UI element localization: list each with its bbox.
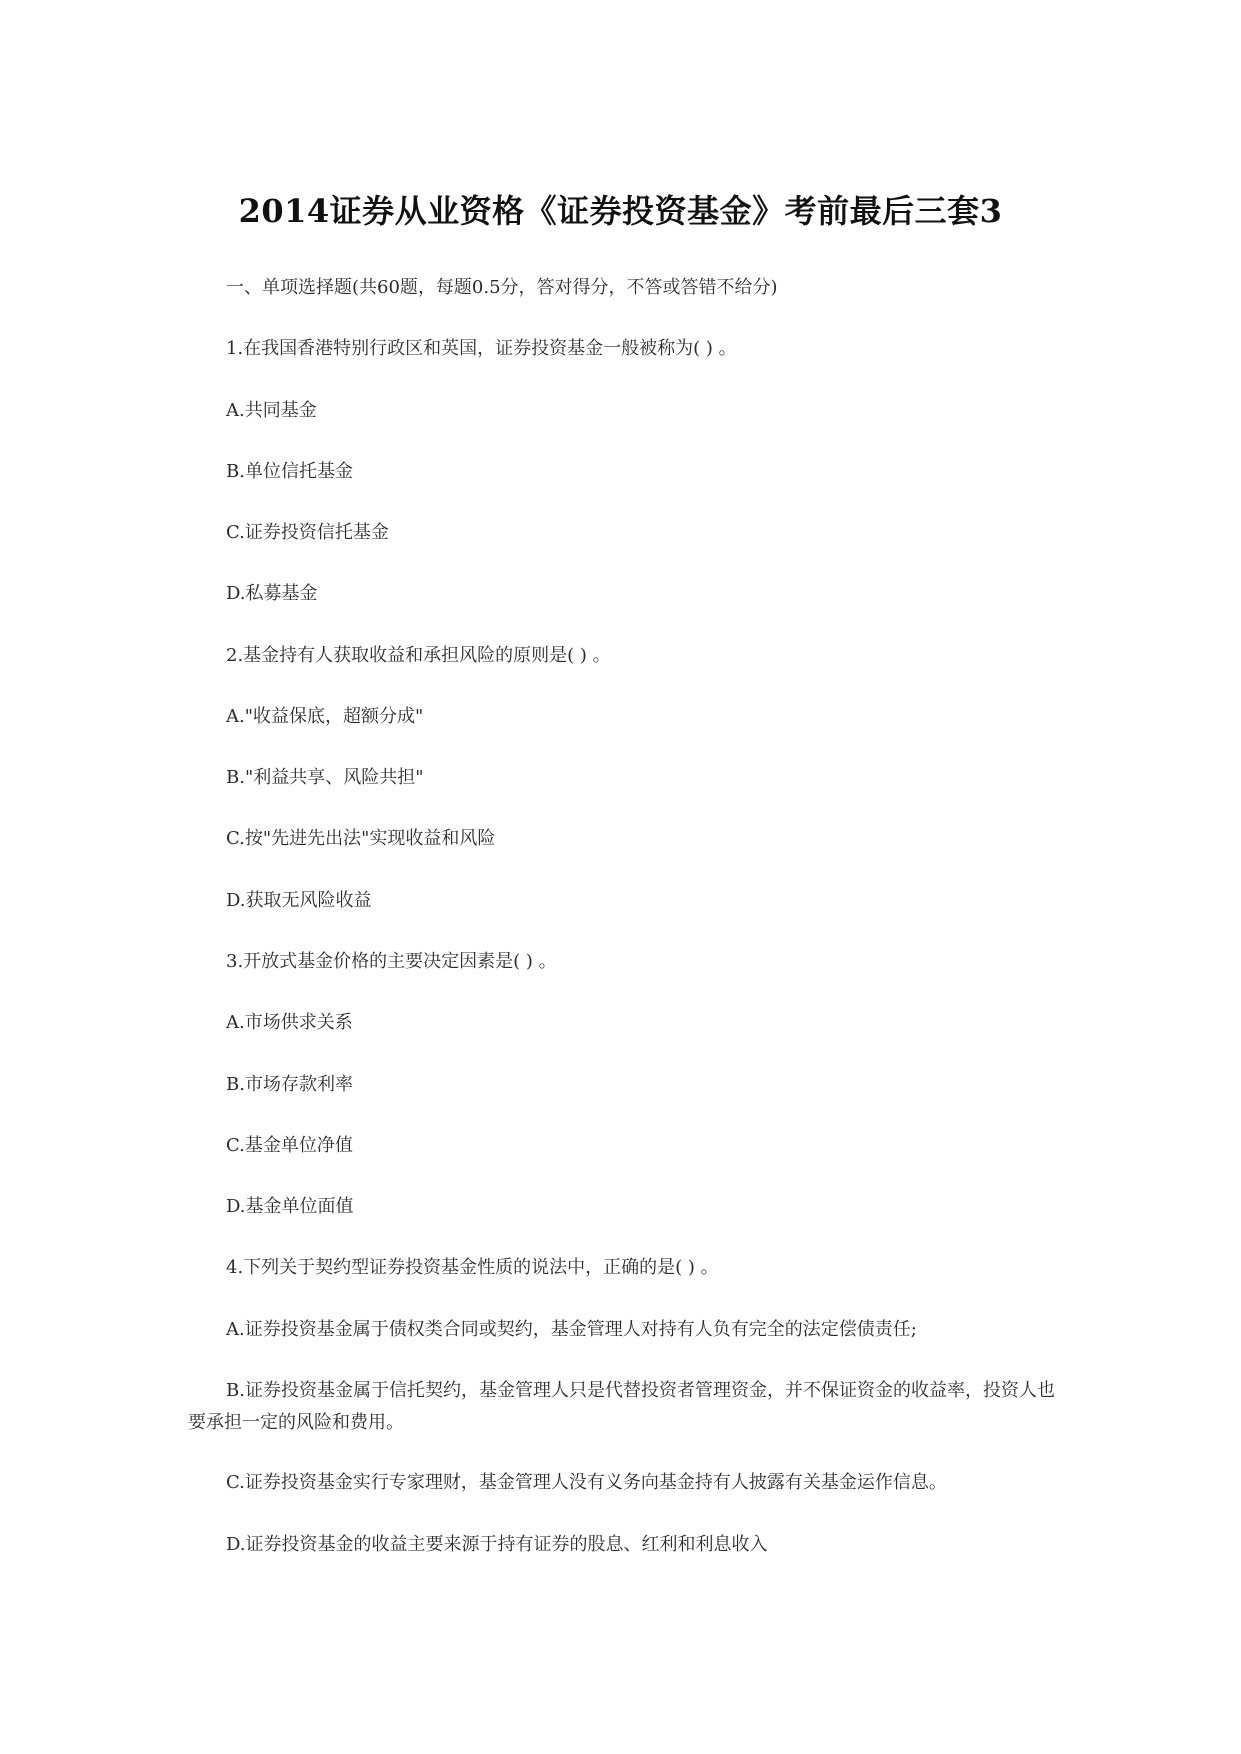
- question-3-stem: 3.开放式基金价格的主要决定因素是( ) 。: [226, 951, 557, 972]
- question-1-stem: 1.在我国香港特别行政区和英国，证券投资基金一般被称为( ) 。: [226, 338, 737, 359]
- document-title: 2014证券从业资格《证券投资基金》考前最后三套3: [238, 192, 1003, 230]
- question-3-option-d: D.基金单位面值: [226, 1196, 354, 1217]
- question-4-option-d: D.证券投资基金的收益主要来源于持有证券的股息、红利和利息收入: [226, 1534, 768, 1555]
- question-2-stem: 2.基金持有人获取收益和承担风险的原则是( ) 。: [226, 645, 611, 666]
- question-1-option-c: C.证券投资信托基金: [226, 522, 389, 543]
- question-3-option-a: A.市场供求关系: [226, 1012, 353, 1033]
- question-2-option-c: C.按"先进先出法"实现收益和风险: [226, 828, 496, 849]
- question-2-option-d: D.获取无风险收益: [226, 890, 372, 911]
- question-1-option-a: A.共同基金: [226, 400, 317, 421]
- question-2-option-b: B."利益共享、风险共担": [226, 767, 424, 788]
- question-4-option-c: C.证券投资基金实行专家理财，基金管理人没有义务向基金持有人披露有关基金运作信息。: [226, 1472, 947, 1493]
- question-4-option-b: B.证券投资基金属于信托契约，基金管理人只是代替投资者管理资金，并不保证资金的收益率，投资人也要承担一定的风险和费用。: [188, 1380, 1055, 1433]
- question-4-stem: 4.下列关于契约型证券投资基金性质的说法中，正确的是( ) 。: [226, 1257, 719, 1278]
- question-4-option-a: A.证券投资基金属于债权类合同或契约，基金管理人对持有人负有完全的法定偿债责任;: [226, 1319, 917, 1340]
- question-1-option-d: D.私募基金: [226, 583, 318, 604]
- question-1-option-b: B.单位信托基金: [226, 461, 353, 482]
- question-2-option-a: A."收益保底，超额分成": [226, 706, 424, 727]
- question-3-option-c: C.基金单位净值: [226, 1135, 353, 1156]
- section-header: 一、单项选择题(共60题，每题0.5分，答对得分，不答或答错不给分): [226, 277, 778, 298]
- question-3-option-b: B.市场存款利率: [226, 1074, 353, 1095]
